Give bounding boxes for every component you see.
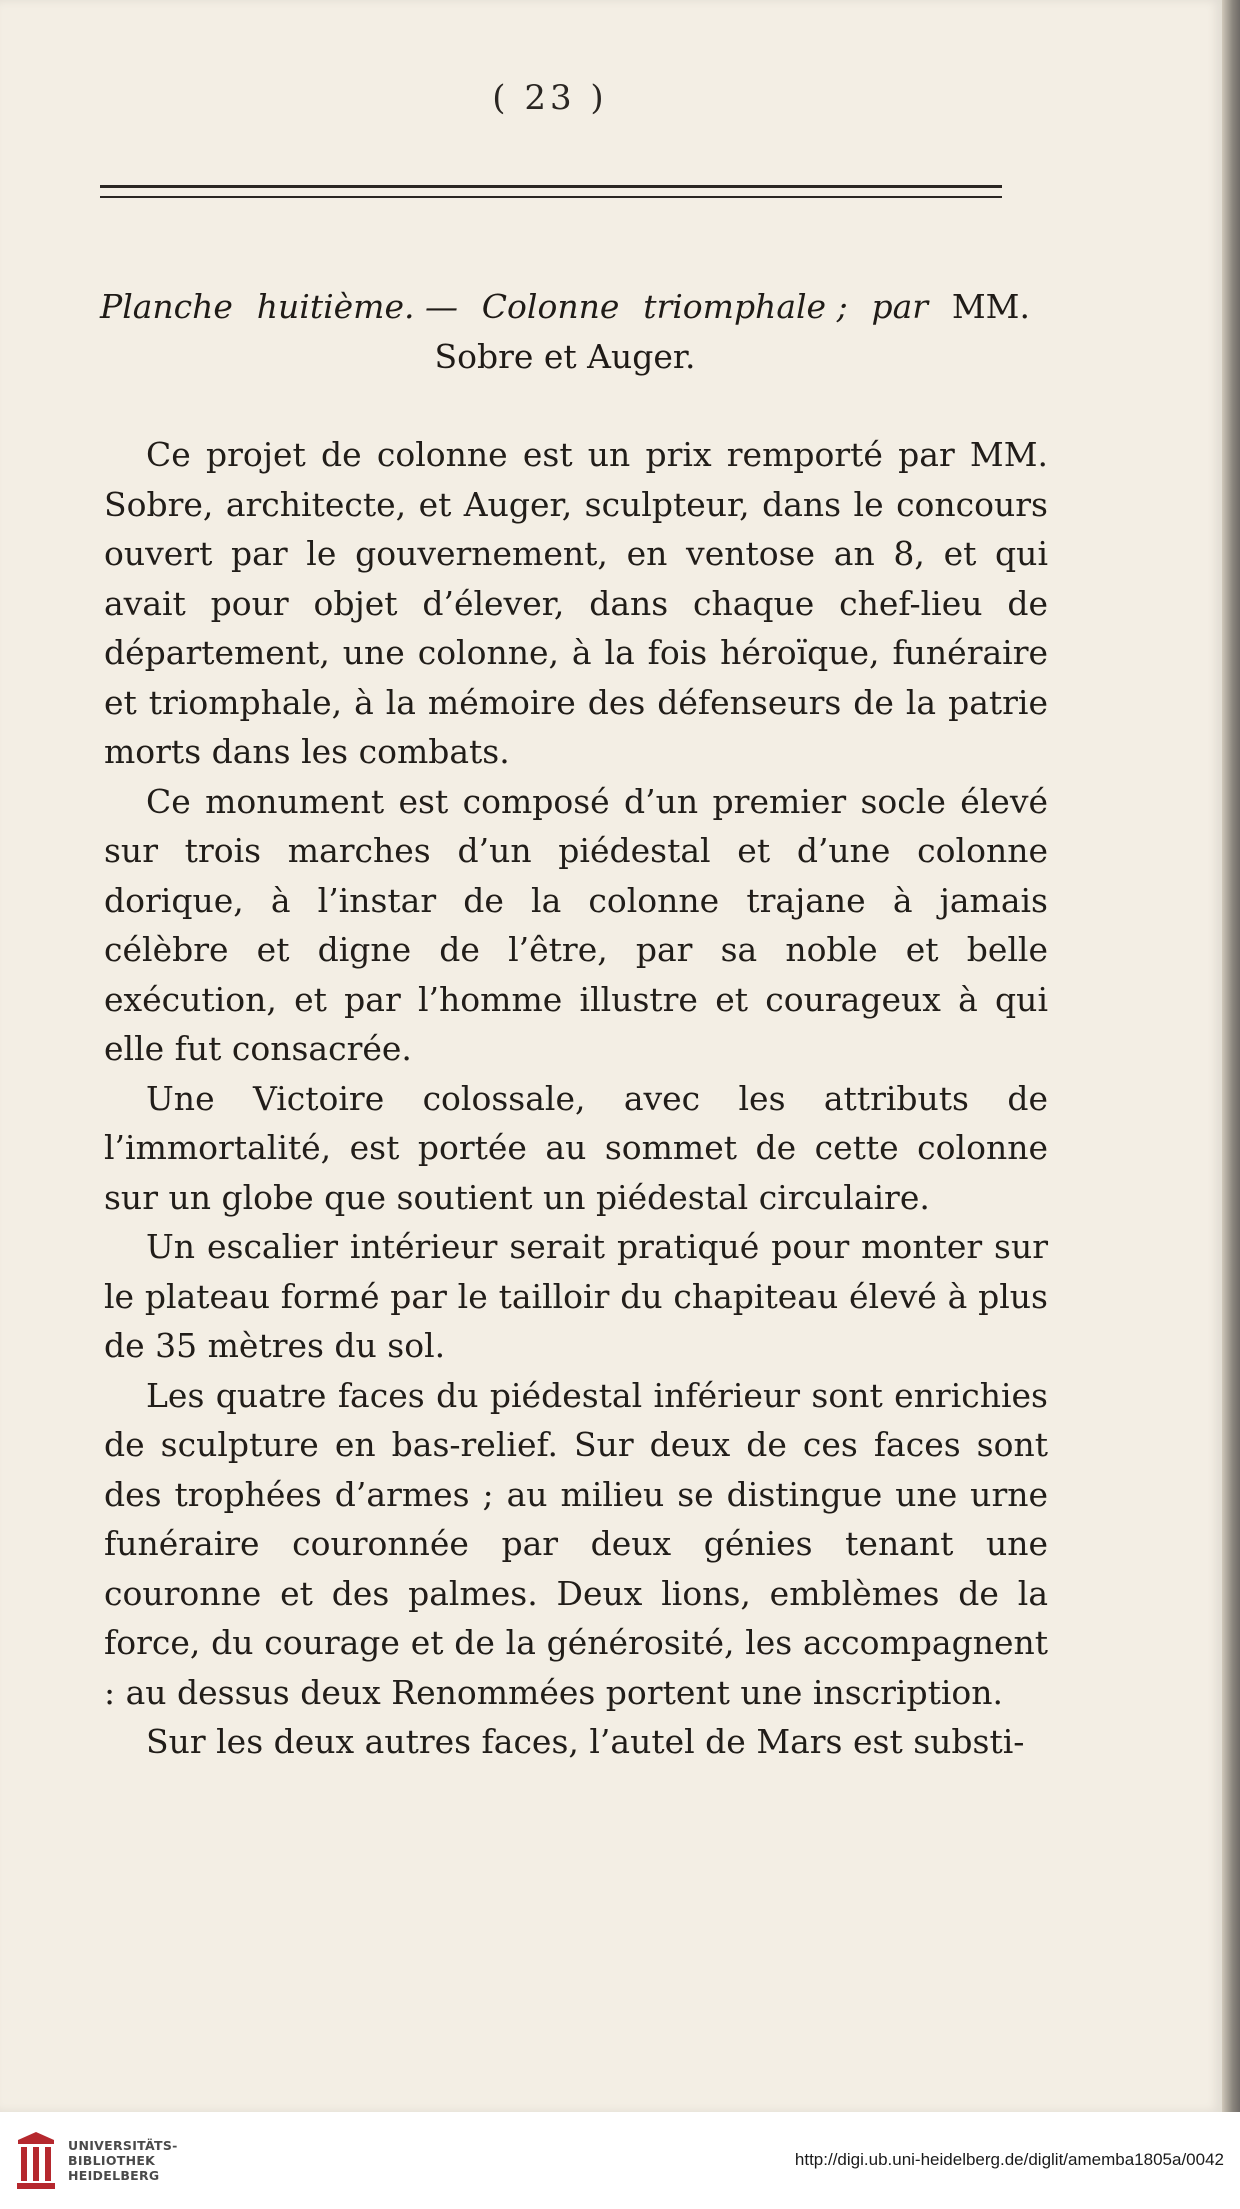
paragraph: Un escalier intérieur serait pratiqué pour monter sur le plateau formé par le tailloir du chapiteau élevé à plus de 35 mètres du sol.	[104, 1227, 1048, 1365]
library-logo-text	[68, 2138, 178, 2183]
source-url-link[interactable]: http://digi.ub.uni-heidelberg.de/diglit/amemba1805a/0042	[794, 2150, 1224, 2169]
logo-line: HEIDELBERG	[68, 2168, 160, 2183]
page-edge	[1222, 0, 1240, 2112]
header-rule-thick	[100, 185, 1002, 188]
plate-title-line2: Sobre et Auger.	[434, 337, 696, 376]
body-text	[104, 430, 1048, 1767]
title-word: MM.	[951, 287, 1030, 326]
plate-title-line1	[100, 282, 1030, 332]
title-word: huitième. —	[256, 287, 458, 326]
logo-line: BIBLIOTHEK	[68, 2153, 156, 2168]
plate-title	[100, 282, 1030, 382]
paragraph: Ce projet de colonne est un prix remporté par MM. Sobre, architecte, et Auger, sculpteur, dans le concours ouvert par le gouvernement, en ventose an 8, et qui avait pour objet d’élever, dans chaque chef-lieu de département, une colonne, à la fois héroïque, funéraire et triomphale, à la mémoire des défenseurs de la patrie morts dans les combats.	[104, 435, 1048, 771]
paragraph: Les quatre faces du piédestal inférieur sont enrichies de sculpture en bas-relief. Sur deux de ces faces sont des trophées d’armes ; au milieu se distingue une urne funéraire couronnée par deux génies tenant une couronne et des palmes. Deux lions, emblèmes de la force, du courage et de la générosité, les accompagnent : au dessus deux Renommées portent une inscription.	[104, 1375, 1048, 1712]
title-word: par	[871, 287, 929, 326]
header-rule-thin	[100, 196, 1002, 198]
paragraph: Une Victoire colossale, avec les attributs de l’immortalité, est portée au sommet de cette colonne sur un globe que soutient un piédestal circulaire.	[104, 1078, 1048, 1217]
logo-line: UNIVERSITÄTS-	[68, 2138, 178, 2153]
footer-bar	[0, 2112, 1240, 2209]
paragraph: Sur les deux autres faces, l’autel de Mars est substi-	[146, 1722, 1025, 1761]
library-logo-icon	[14, 2130, 58, 2192]
title-word: triomphale ;	[643, 287, 848, 326]
page-number: ( 23 )	[492, 78, 608, 118]
paragraph: Ce monument est composé d’un premier socle élevé sur trois marches d’un piédestal et d’une colonne dorique, à l’instar de la colonne trajane à jamais célèbre et digne de l’être, par sa noble et belle exécution, et par l’homme illustre et courageux à qui elle fut consacrée.	[104, 781, 1048, 1068]
title-word: Colonne	[481, 287, 620, 326]
title-word: Planche	[100, 287, 233, 326]
